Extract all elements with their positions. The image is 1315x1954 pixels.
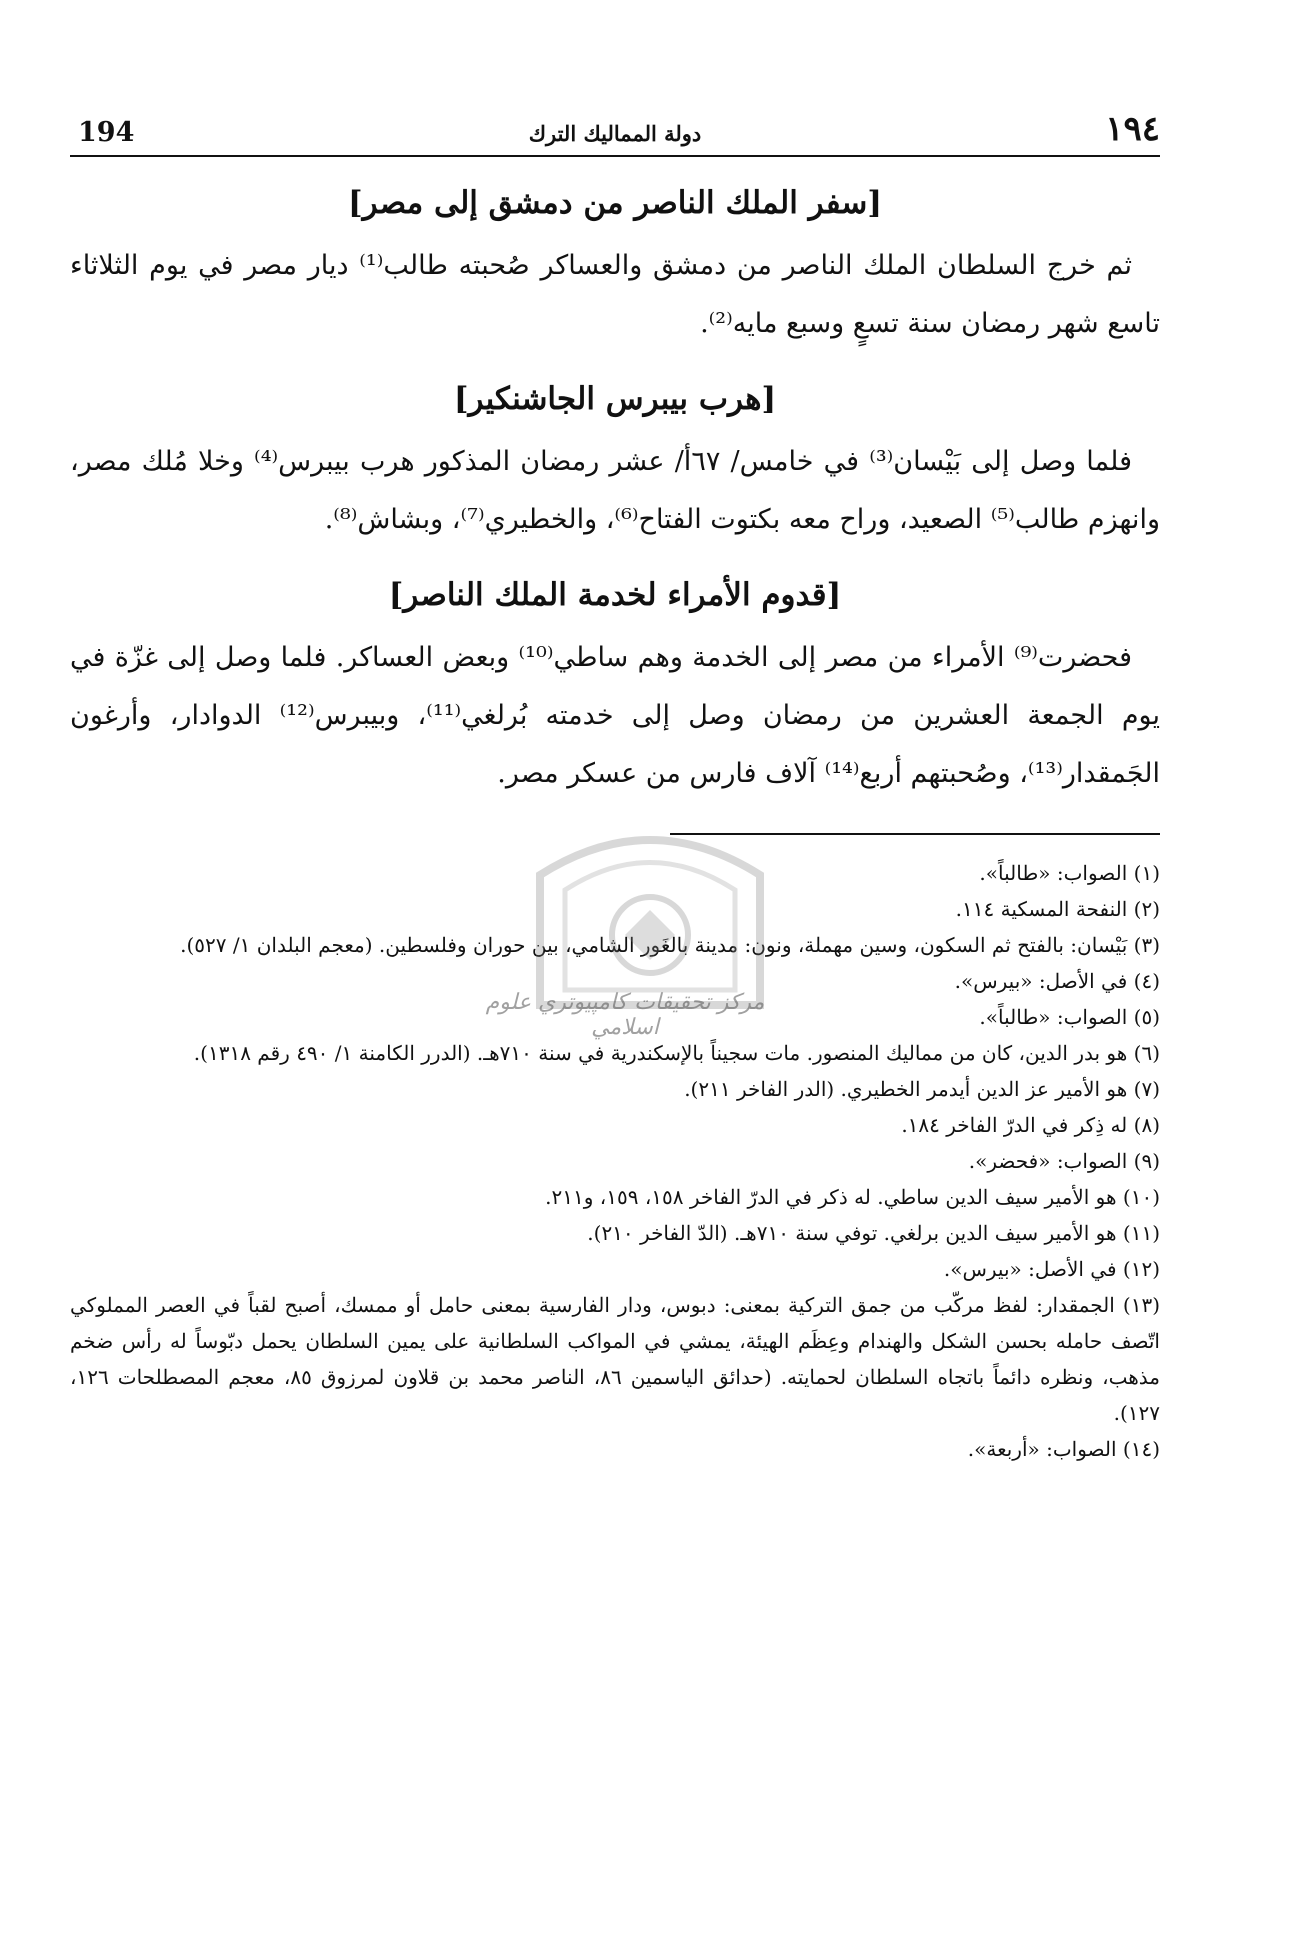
footnote: (٨) له ذِكر في الدرّ الفاخر ١٨٤. [901, 1113, 1160, 1137]
section-3 [70, 577, 1160, 803]
footnote: (٦) هو بدر الدين، كان من مماليك المنصور. مات سجيناً بالإسكندرية في سنة ٧١٠هـ. (الدرر الكامنة ١/ ٤٩٠ رقم ١٣١٨). [193, 1041, 1160, 1065]
page-number-latin: 194 [78, 117, 135, 148]
running-title: دولة المماليك الترك [528, 121, 702, 146]
footnote: (٤) في الأصل: «بيرس». [954, 969, 1160, 993]
section-heading: [هرب بيبرس الجاشنكير] [453, 381, 777, 417]
footnote: (٩) الصواب: «فحضر». [968, 1149, 1160, 1173]
footnote: (٧) هو الأمير عز الدين أيدمر الخطيري. (الدر الفاخر ٢١١). [684, 1077, 1160, 1101]
footnote: (١٠) هو الأمير سيف الدين ساطي. له ذكر في الدرّ الفاخر ١٥٨، ١٥٩، و٢١١. [545, 1185, 1160, 1209]
footnote: (١٣) الجمقدار: لفظ مركّب من جمق التركية بمعنى: دبوس، ودار الفارسية بمعنى حامل أو ممسك، أصبح لقباً في العصر المملوكي اتّصف حامله بحسن الشكل والهندام وعِظَم الهيئة، يمشي في المواكب السلطانية على يمين السلطان يحمل دبّوساً له رأس ضخم مذهب، ونظره دائماً باتجاه السلطان لحمايته. (حدائق الياسمين ٨٦، الناصر محمد بن قلاون لمرزوق ٨٥، معجم المصطلحات ١٢٦، ١٢٧). [70, 1293, 1161, 1425]
section-heading: [قدوم الأمراء لخدمة الملك الناصر] [388, 577, 842, 613]
footnote: (٥) الصواب: «طالباً». [979, 1005, 1160, 1029]
section-heading: [سفر الملك الناصر من دمشق إلى مصر] [347, 185, 883, 221]
page-number-arabic: ١٩٤ [1105, 109, 1160, 149]
main-text [70, 185, 1160, 803]
section-paragraph: فلما وصل إلى بَيْسان⁽³⁾ في خامس/ ٦٧أ/ عشر رمضان المذكور هرب بيبرس⁽⁴⁾ وخلا مُلك مصر، وانهزم طالب⁽⁵⁾ الصعيد، وراح معه بكتوت الفتاح⁽⁶⁾، والخطيري⁽⁷⁾، وبشاش⁽⁸⁾. [70, 446, 1160, 535]
section-paragraph: فحضرت⁽⁹⁾ الأمراء من مصر إلى الخدمة وهم ساطي⁽¹⁰⁾ وبعض العساكر. فلما وصل إلى غزّة في يوم الجمعة العشرين من رمضان وصل إلى خدمته بُرلغي⁽¹¹⁾، وبيبرس⁽¹²⁾ الدوادار، وأرغون الجَمقدار⁽¹³⁾، وصُحبتهم أربع⁽¹⁴⁾ آلاف فارس من عسكر مصر. [70, 642, 1161, 789]
footnote: (١١) هو الأمير سيف الدين برلغي. توفي سنة ٧١٠هـ. (الدّ الفاخر ٢١٠). [587, 1221, 1160, 1245]
section-paragraph: ثم خرج السلطان الملك الناصر من دمشق والعساكر صُحبته طالب⁽¹⁾ ديار مصر في يوم الثلاثاء تاسع شهر رمضان سنة تسعٍ وسبع مايه⁽²⁾. [70, 250, 1160, 339]
watermark-text: مركز تحقيقات كامپيوتري علوم اسلامي [485, 990, 765, 1040]
page-header [70, 95, 1160, 157]
footnote: (٣) بَيْسان: بالفتح ثم السكون، وسين مهملة، ونون: مدينة بالغَور الشامي، بين حوران وفلسطين. (معجم البلدان ١/ ٥٢٧). [180, 933, 1160, 957]
section-2 [70, 381, 1160, 549]
book-page [70, 95, 1160, 1467]
watermark-logo [520, 815, 780, 1015]
footnote: (١) الصواب: «طالباً». [979, 861, 1160, 885]
footnote: (١٤) الصواب: «أربعة». [967, 1437, 1160, 1461]
footnote: (٢) النفحة المسكية ١١٤. [955, 897, 1160, 921]
footnote: (١٢) في الأصل: «بيرس». [943, 1257, 1160, 1281]
section-1 [70, 185, 1160, 353]
